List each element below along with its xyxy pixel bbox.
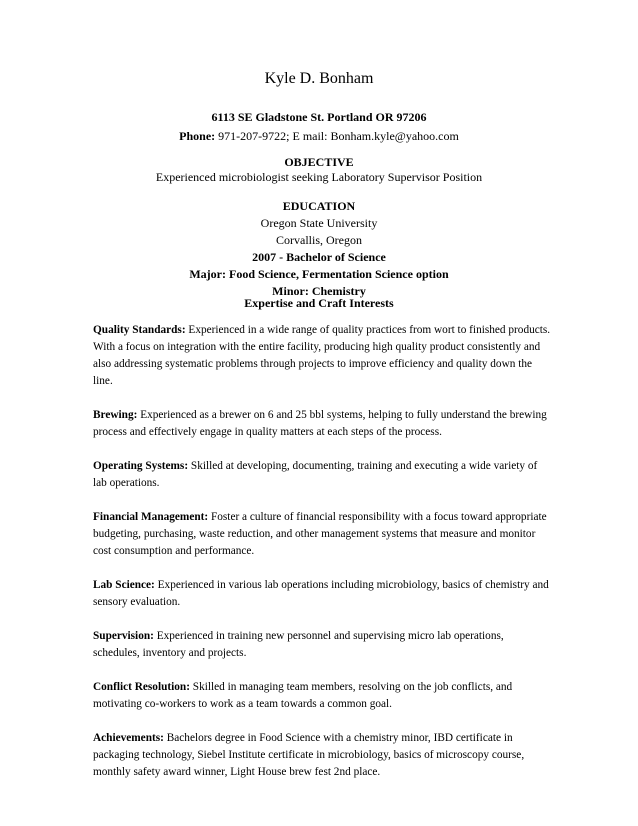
expertise-sections (93, 322, 553, 798)
section-label: Lab Science: (93, 579, 155, 591)
section-text: Experienced as a brewer on 6 and 25 bbl systems, helping to fully understand the brewing process and effectively engage in quality matters at each steps of the process. (93, 409, 547, 438)
section-text: Skilled at developing, documenting, training and executing a wide variety of lab operations. (93, 460, 538, 489)
section-operating-systems (93, 458, 553, 492)
education-major: Major: Food Science, Fermentation Science option (189, 267, 449, 281)
section-label: Achievements: (93, 732, 164, 744)
education-degree: 2007 - Bachelor of Science (252, 250, 386, 264)
education-minor: Minor: Chemistry (272, 284, 366, 298)
section-achievements (93, 730, 553, 781)
section-label: Conflict Resolution: (93, 681, 190, 693)
contact-line (0, 129, 638, 144)
education-section (0, 198, 638, 300)
education-school: Oregon State University (260, 216, 378, 230)
section-label: Financial Management: (93, 511, 209, 523)
section-label: Brewing: (93, 409, 138, 421)
section-label: Supervision: (93, 630, 154, 642)
section-lab-science (93, 577, 553, 611)
objective-text: Experienced microbiologist seeking Laboratory Supervisor Position (155, 170, 483, 184)
objective-heading: OBJECTIVE (284, 155, 354, 169)
address-line: 6113 SE Gladstone St. Portland OR 97206 (211, 110, 427, 124)
section-brewing (93, 407, 553, 441)
section-quality-standards (93, 322, 553, 390)
candidate-name: Kyle D. Bonham (264, 70, 374, 87)
section-text: Foster a culture of financial responsibility with a focus toward appropriate budgeting, purchasing, waste reduction, and other management systems that measure and monitor cost consumption and performance. (93, 511, 547, 557)
section-text: Bachelors degree in Food Science with a chemistry minor, IBD certificate in packaging technology, Siebel Institute certificate in microbiology, basics of microscopy course, monthly safety award winner, Light House brew fest 2nd place. (93, 732, 525, 778)
section-text: Experienced in various lab operations including microbiology, basics of chemistry and sensory evaluation. (93, 579, 549, 608)
expertise-heading: Expertise and Craft Interests (244, 296, 394, 310)
section-label: Quality Standards: (93, 324, 186, 336)
section-financial-management (93, 509, 553, 560)
phone-label: Phone: (179, 129, 216, 143)
section-conflict-resolution (93, 679, 553, 713)
section-label: Operating Systems: (93, 460, 189, 472)
section-text: Skilled in managing team members, resolving on the job conflicts, and motivating co-workers to work as a team towards a common goal. (93, 681, 513, 710)
education-location: Corvallis, Oregon (276, 233, 362, 247)
section-text: Experienced in a wide range of quality practices from wort to finished products. With a focus on integration with the entire facility, producing high quality product consistently and also addressing systematic problems through projects to improve efficiency and quality down the line. (93, 324, 551, 387)
section-supervision (93, 628, 553, 662)
section-text: Experienced in training new personnel and supervising micro lab operations, schedules, inventory and projects. (93, 630, 504, 659)
objective-section (0, 155, 638, 185)
education-heading: EDUCATION (282, 199, 356, 213)
phone-email-value: 971-207-9722; E mail: Bonham.kyle@yahoo.com (218, 129, 459, 143)
